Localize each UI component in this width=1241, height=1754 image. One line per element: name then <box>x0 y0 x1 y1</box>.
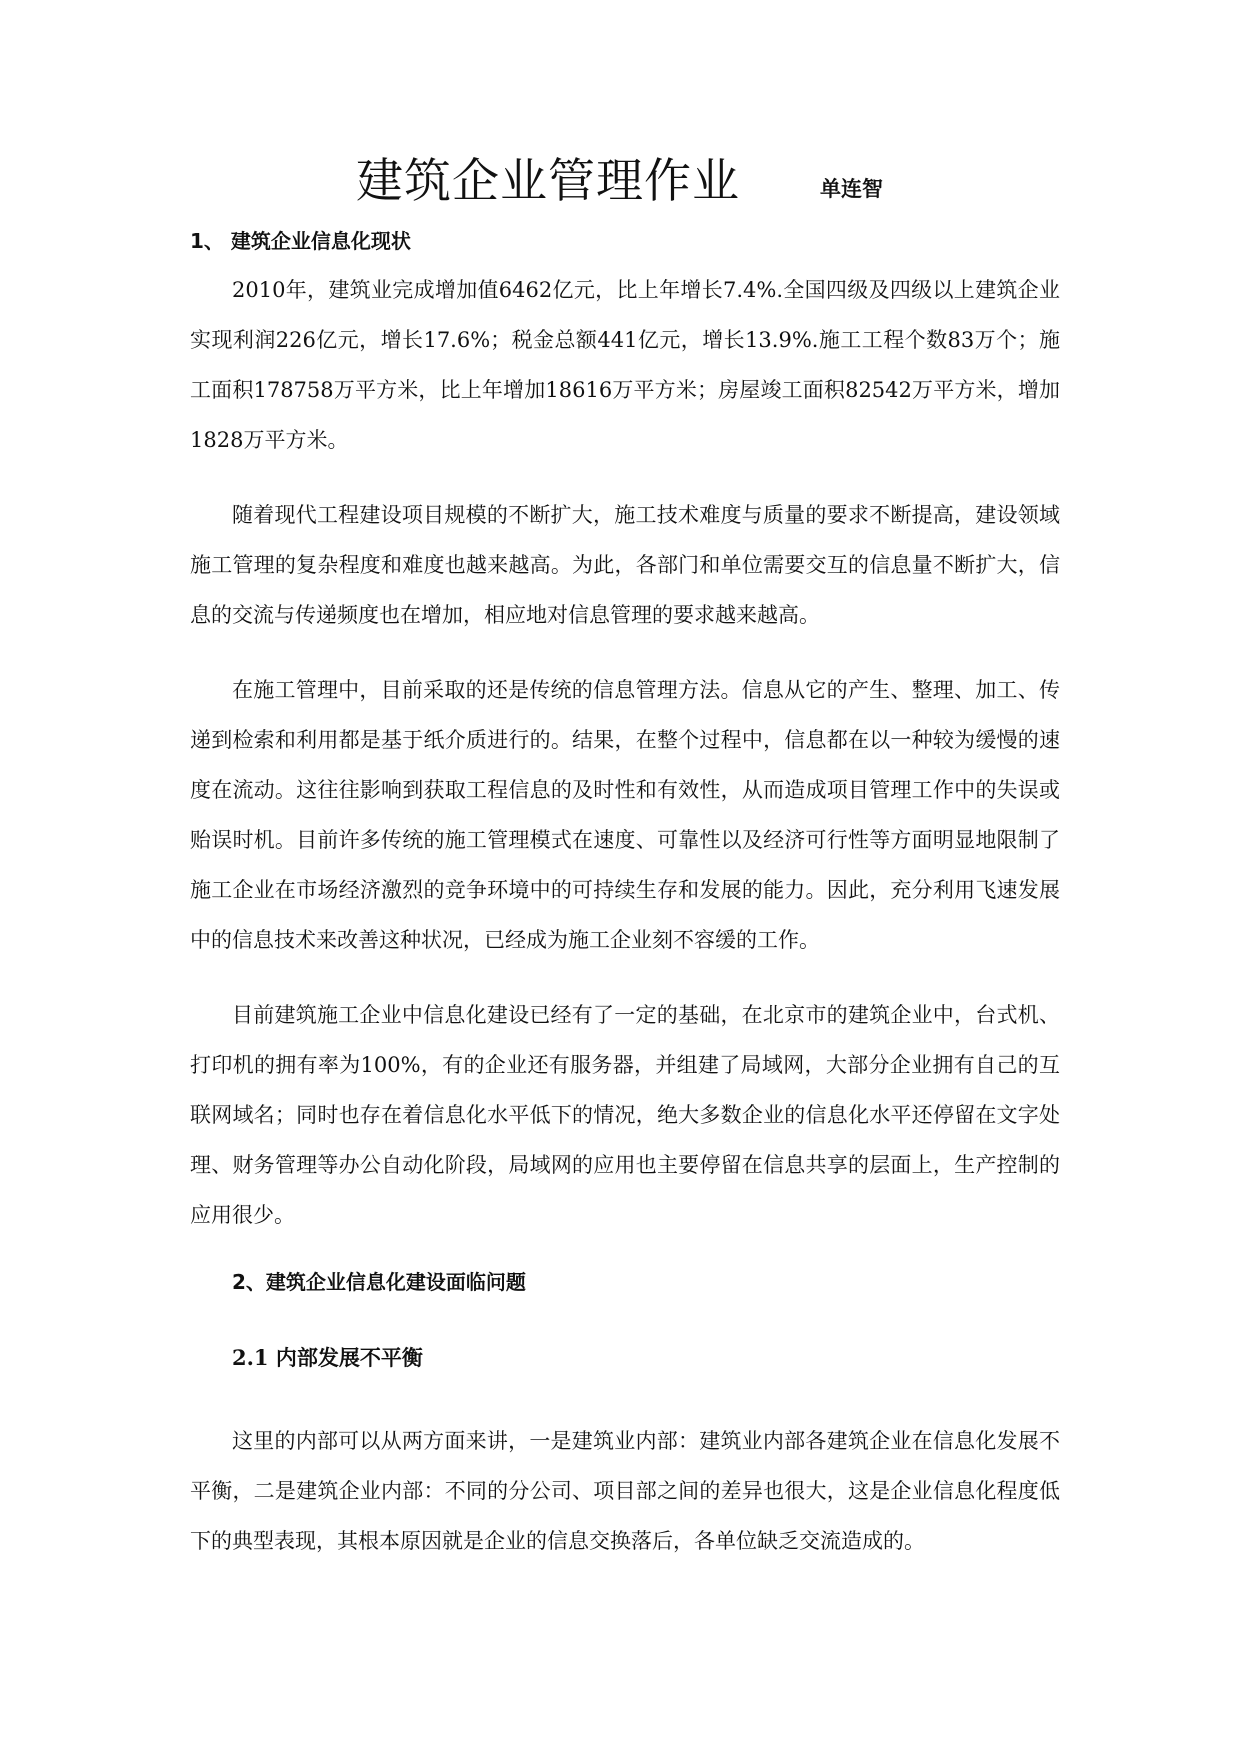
section-1-heading: 1、 建筑企业信息化现状 <box>190 229 411 253</box>
document-author: 单连智 <box>820 177 883 201</box>
title-row <box>0 150 1241 220</box>
section-1-paragraph-3: 在施工管理中，目前采取的还是传统的信息管理方法。信息从它的产生、整理、加工、传递到检索和利用都是基于纸介质进行的。结果，在整个过程中，信息都在以一种较为缓慢的速度在流动。这往往影响到获取工程信息的及时性和有效性，从而造成项目管理工作中的失误或贻误时机。目前许多传统的施工管理模式在速度、可靠性以及经济可行性等方面明显地限制了施工企业在市场经济激烈的竞争环境中的可持续生存和发展的能力。因此，充分利用飞速发展中的信息技术来改善这种状况，已经成为施工企业刻不容缓的工作。 <box>190 678 1060 952</box>
subsection-2-1-heading: 2.1 内部发展不平衡 <box>232 1345 423 1370</box>
subsection-2-1-paragraph-1: 这里的内部可以从两方面来讲，一是建筑业内部：建筑业内部各建筑企业在信息化发展不平衡，二是建筑企业内部：不同的分公司、项目部之间的差异也很大，这是企业信息化程度低下的典型表现，其根本原因就是企业的信息交换落后，各单位缺乏交流造成的。 <box>190 1429 1060 1553</box>
section-2-heading: 2、建筑企业信息化建设面临问题 <box>232 1270 526 1294</box>
document-title: 建筑企业管理作业 <box>356 154 740 209</box>
section-1-paragraph-2: 随着现代工程建设项目规模的不断扩大，施工技术难度与质量的要求不断提高，建设领域施工管理的复杂程度和难度也越来越高。为此，各部门和单位需要交互的信息量不断扩大，信息的交流与传递频度也在增加，相应地对信息管理的要求越来越高。 <box>190 503 1060 627</box>
section-1-paragraph-1: 2010年，建筑业完成增加值6462亿元，比上年增长7.4%.全国四级及四级以上建筑企业实现利润226亿元，增长17.6%；税金总额441亿元，增长13.9%.施工工程个数83万个；施工面积178758万平方米，比上年增加18616万平方米；房屋竣工面积82542万平方米，增加1828万平方米。 <box>190 278 1060 452</box>
section-1-paragraph-4: 目前建筑施工企业中信息化建设已经有了一定的基础，在北京市的建筑企业中，台式机、打印机的拥有率为100%，有的企业还有服务器，并组建了局域网，大部分企业拥有自己的互联网域名；同时也存在着信息化水平低下的情况，绝大多数企业的信息化水平还停留在文字处理、财务管理等办公自动化阶段，局域网的应用也主要停留在信息共享的层面上，生产控制的应用很少。 <box>190 1003 1060 1227</box>
